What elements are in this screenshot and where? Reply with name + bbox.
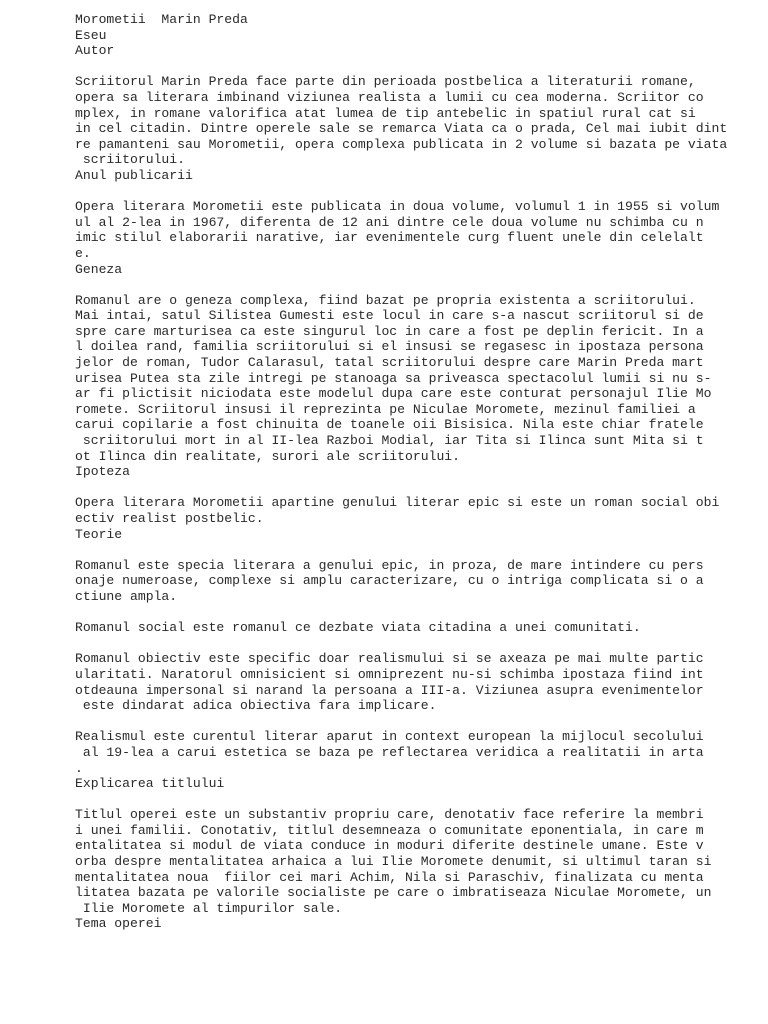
text-line: Eseu [75,27,107,43]
text-line [75,59,765,75]
text-line: este dindarat adica obiectiva fara implicare. [75,698,437,714]
text-line: Autor [75,43,115,59]
text-line: urisea Putea sta zile intregi pe stanoaga sa priveasca spectacolul lumii si nu s- [75,370,712,386]
text-line: al 19-lea a carui estetica se baza pe reflectarea veridica a realitatii in arta [75,744,704,760]
text-line: scriitorului mort in al II-lea Razboi Modial, iar Tita si Ilinca sunt Mita si t [75,433,704,449]
text-line: imic stilul elaborarii narative, iar evenimentele curg fluent unele din celelalt [75,230,704,246]
text-line: e. [75,245,91,261]
text-line [75,636,765,652]
text-line [75,792,765,808]
text-line: Opera literara Morometii este publicata in doua volume, volumul 1 in 1955 si volum [75,199,720,215]
text-line: ar fi plictisit niciodata este modelul dupa care este conturat personajul Ilie Mo [75,386,712,402]
text-line: Mai intai, satul Silistea Gumesti este locul in care s-a nascut scriitorul si de [75,308,704,324]
text-line: opera sa literara imbinand viziunea realista a lumii cu cea moderna. Scriitor co [75,89,704,105]
text-line: Realismul este curentul literar aparut in context european la mijlocul secolului [75,729,704,745]
document-text [75,12,765,932]
text-line: ot Ilinca din realitate, surori ale scriitorului. [75,448,461,464]
text-line: ctiune ampla. [75,588,178,604]
text-line: Scriitorul Marin Preda face parte din perioada postbelica a literaturii romane, [75,74,696,90]
text-line: in cel citadin. Dintre operele sale se remarca Viata ca o prada, Cel mai iubit dint [75,121,728,137]
text-line [75,277,765,293]
text-line: Morometii Marin Preda [75,12,248,27]
text-line [75,542,765,558]
text-line [75,714,765,730]
text-line: i unei familii. Conotativ, titlul desemneaza o comunitate eponentiala, in care m [75,822,704,838]
text-line: ectiv realist postbelic. [75,511,264,526]
text-line: Geneza [75,261,123,277]
text-line: spre care marturisea ca este singurul loc in care a fost pe deplin fericit. In a [75,323,704,339]
text-line: Anul publicarii [75,167,193,183]
text-line: Ipoteza [75,464,131,480]
text-line: Teorie [75,526,123,542]
text-line: Opera literara Morometii apartine genului literar epic si este un roman social obi [75,495,720,511]
text-line: mentalitatea noua fiilor cei mari Achim, Nila si Paraschiv, finalizata cu menta [75,869,704,885]
text-line [75,480,765,496]
text-line: re pamanteni sau Morometii, opera complexa publicata in 2 volume si bazata pe viata [75,136,728,152]
text-line [75,184,765,200]
text-line: mplex, in romane valorifica atat lumea de tip antebelic in spatiul rural cat si [75,105,696,121]
text-line: orba despre mentalitatea arhaica a lui Ilie Moromete denumit, si ultimul taran si [75,854,712,870]
text-line: Romanul are o geneza complexa, fiind bazat pe propria existenta a scriitorului. [75,292,696,308]
text-line: scriitorului. [75,152,186,168]
text-line: . [75,760,83,776]
text-line: carui copilarie a fost chinuita de toanele oii Bisisica. Nila este chiar fratele [75,417,704,433]
text-line: Romanul este specia literara a genului epic, in proza, de mare intindere cu pers [75,557,704,573]
text-line: Titlul operei este un substantiv propriu care, denotativ face referire la membri [75,807,704,823]
text-line: romete. Scriitorul insusi il reprezinta pe Niculae Moromete, mezinul familiei a [75,401,696,417]
text-line: Romanul obiectiv este specific doar realismului si se axeaza pe mai multe partic [75,651,704,667]
text-line: entalitatea si modul de viata conduce in moduri diferite destinele umane. Este v [75,838,704,854]
text-line: ul al 2-lea in 1967, diferenta de 12 ani dintre cele doua volume nu schimba cu n [75,214,704,230]
text-line: onaje numeroase, complexe si amplu caracterizare, cu o intriga complicata si o a [75,573,704,589]
text-line: jelor de roman, Tudor Calarasul, tatal scriitorului despre care Marin Preda mart [75,355,704,371]
text-line: ularitati. Naratorul omnisicient si omniprezent nu-si schimba ipostaza fiind int [75,666,704,682]
text-line: Romanul social este romanul ce dezbate viata citadina a unei comunitati. [75,620,641,636]
text-line: Tema operei [75,916,162,932]
text-line: Explicarea titlului [75,776,225,792]
text-line [75,605,765,621]
text-line: otdeauna impersonal si narand la persoana a III-a. Viziunea asupra evenimentelor [75,682,704,698]
text-line: l doilea rand, familia scriitorului si el insusi se regasesc in ipostaza persona [75,339,704,355]
text-line: Ilie Moromete al timpurilor sale. [75,900,343,916]
text-line: litatea bazata pe valorile socialiste pe care o imbratiseaza Niculae Moromete, un [75,885,712,901]
